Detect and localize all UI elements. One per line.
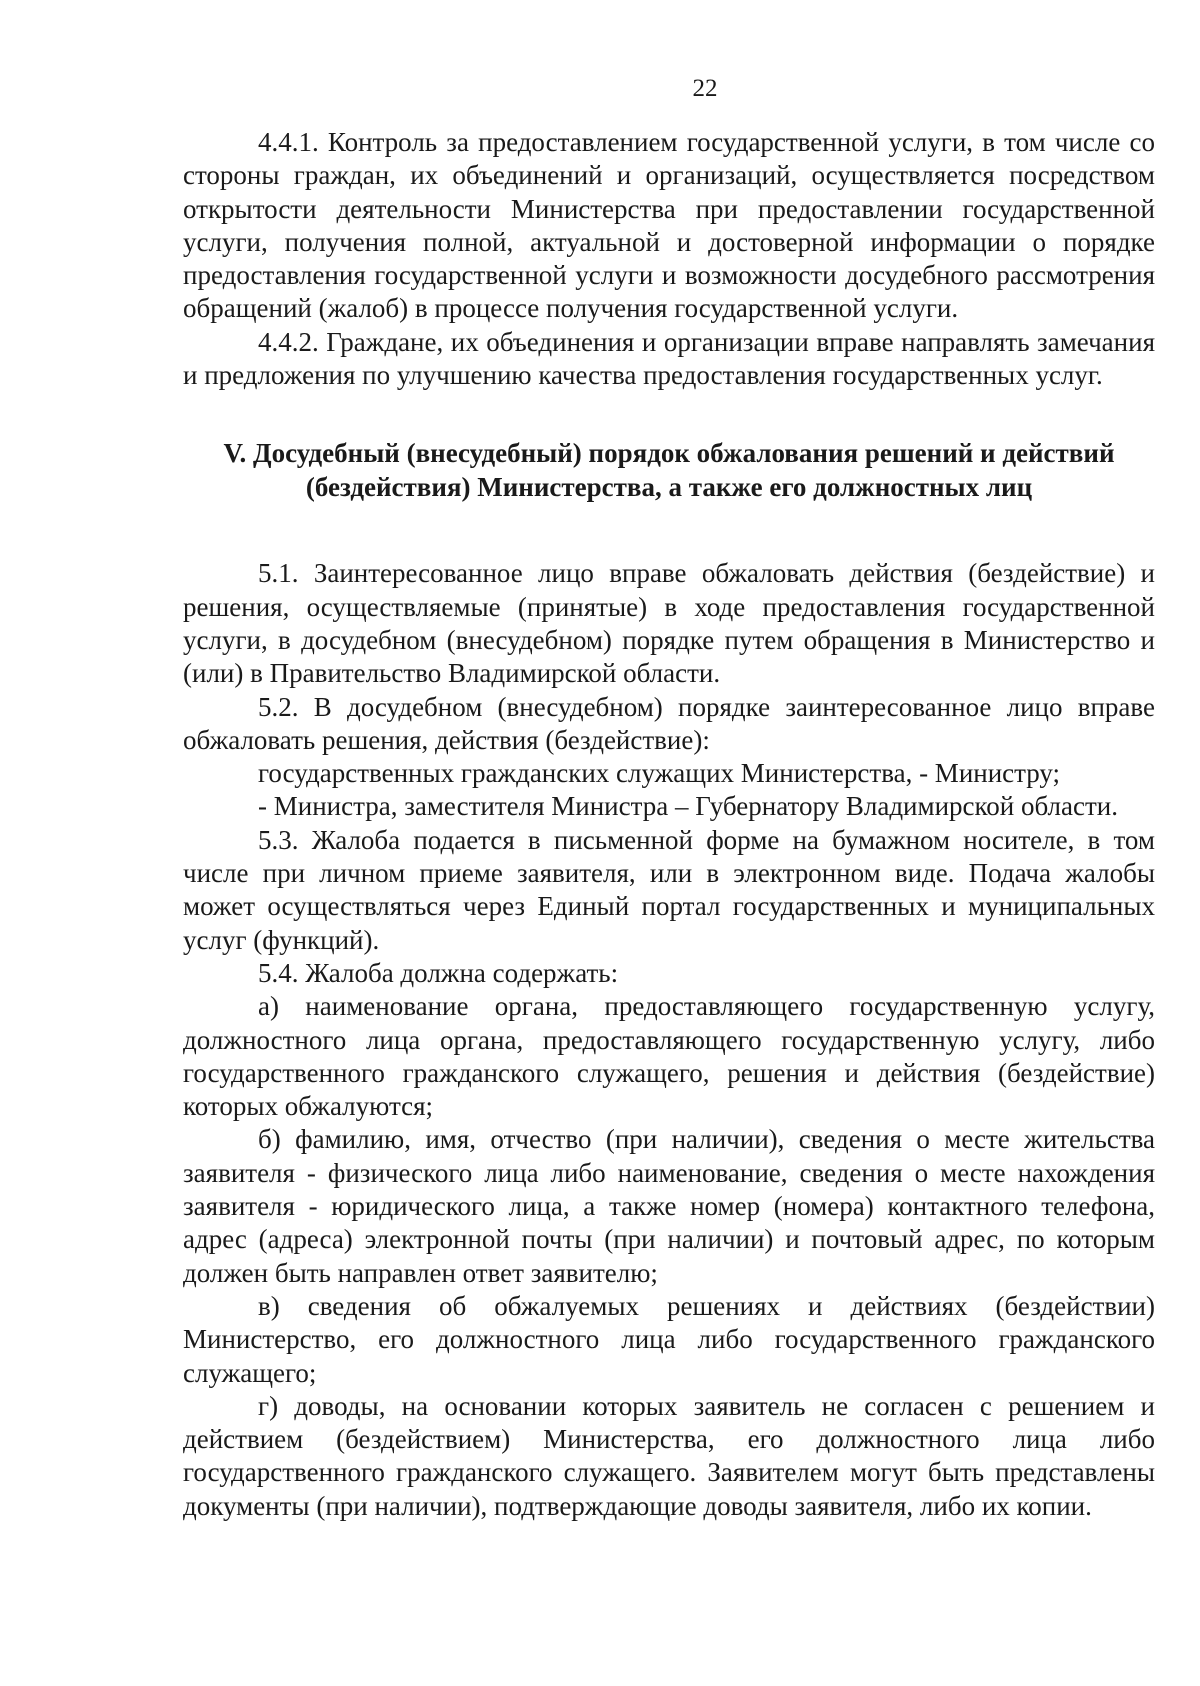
paragraph-5-4-b: б) фамилию, имя, отчество (при наличии), сведения о месте жительства заявителя - физического лица либо наименование, сведения о месте нахождения заявителя - юридического лица, а также номер (номера) контактного телефона, адрес (адреса) электронной почты (при наличии) и почтовый адрес, по которым должен быть направлен ответ заявителю;: [183, 1124, 1155, 1288]
paragraph-4-4-1: 4.4.1. Контроль за предоставлением государственной услуги, в том числе со стороны граждан, их объединений и организаций, осуществляется посредством открытости деятельности Министерства при предоставлении государственной услуги, получения полной, актуальной и достоверной информации о порядке предоставления государственной услуги и возможности досудебного рассмотрения обращений (жалоб) в процессе получения государственной услуги.: [183, 127, 1155, 324]
paragraph-5-2: 5.2. В досудебном (внесудебном) порядке заинтересованное лицо вправе обжаловать решения, действия (бездействие):: [183, 691, 1155, 755]
section-heading: [183, 436, 1155, 504]
paragraph-5-1: 5.1. Заинтересованное лицо вправе обжаловать действия (бездействие) и решения, осуществляемые (принятые) в ходе предоставления государственной услуги, в досудебном (внесудебном) порядке путем обращения в Министерство и (или) в Правительство Владимирской области.: [183, 558, 1155, 689]
paragraph-5-4: 5.4. Жалоба должна содержать:: [258, 957, 619, 988]
section-heading-line-2: (бездействия) Министерства, а также его должностных лиц: [305, 472, 1033, 503]
paragraph-4-4-2: 4.4.2. Граждане, их объединения и организации вправе направлять замечания и предложения по улучшению качества предоставления государственных услуг.: [183, 326, 1155, 391]
paragraph-5-2-item-2: - Министра, заместителя Министра – Губернатору Владимирской области.: [258, 791, 1118, 822]
document-body: [183, 126, 1155, 1523]
paragraph-5-4-a: а) наименование органа, предоставляющего государственную услугу, должностного лица органа, предоставляющего государственную услугу, либо государственного гражданского служащего, решения и действия (бездействие) которых обжалуются;: [183, 991, 1155, 1122]
page-number: 22: [692, 75, 718, 102]
paragraph-5-2-item-1: государственных гражданских служащих Министерства, - Министру;: [258, 758, 1061, 789]
paragraph-5-3: 5.3. Жалоба подается в письменной форме на бумажном носителе, в том числе при личном приеме заявителя, или в электронном виде. Подача жалобы может осуществляться через Единый портал государственных и муниципальных услуг (функций).: [183, 824, 1155, 955]
paragraph-5-4-g: г) доводы, на основании которых заявитель не согласен с решением и действием (бездействием) Министерства, его должностного лица либо государственного гражданского служащего. Заявителем могут быть представлены документы (при наличии), подтверждающие доводы заявителя, либо их копии.: [183, 1390, 1155, 1521]
section-heading-line-1: V. Досудебный (внесудебный) порядок обжалования решений и действий: [223, 438, 1115, 469]
paragraph-5-4-v: в) сведения об обжалуемых решениях и действиях (бездействии) Министерство, его должностного лица либо государственного гражданского служащего;: [183, 1290, 1155, 1388]
